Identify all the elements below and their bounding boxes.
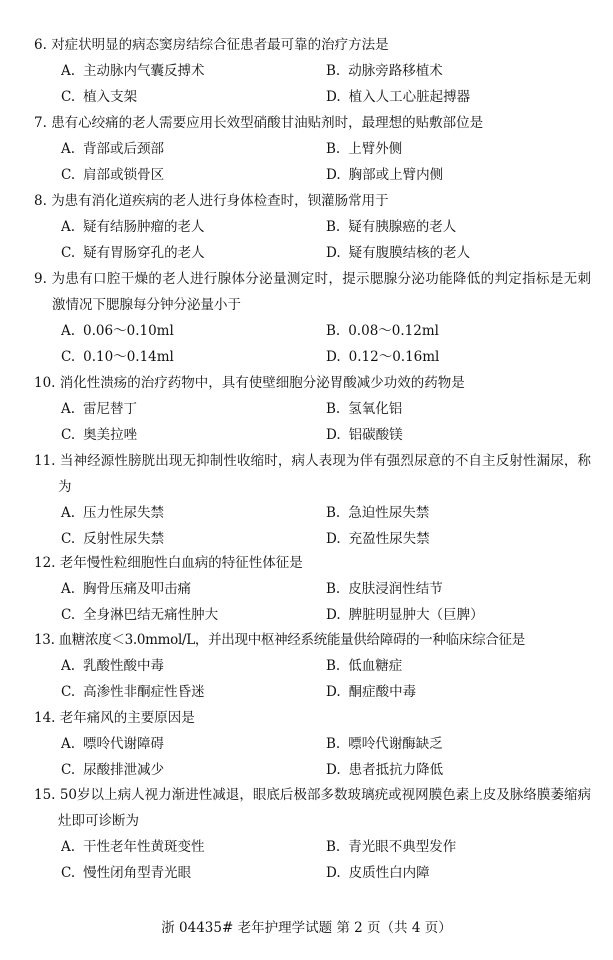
option-row: [0, 344, 613, 370]
question-13: [0, 627, 613, 705]
option-row: [0, 396, 613, 422]
option-c: C. 奥美拉唑: [61, 427, 138, 443]
question-number: 6.: [34, 37, 47, 53]
option-row: [0, 834, 613, 860]
option-row: [0, 679, 613, 705]
option-d: D. 胸部或上臂内侧: [326, 167, 444, 183]
question-text: 7. 患有心绞痛的老人需要应用长效型硝酸甘油贴剂时，最理想的贴敷部位是: [34, 115, 484, 131]
option-row: [0, 214, 613, 240]
option-row: [0, 576, 613, 602]
question-stem: [0, 266, 613, 318]
option-b: B. 急迫性尿失禁: [326, 505, 430, 521]
question-number: 10.: [34, 375, 56, 391]
question-7: [0, 110, 613, 188]
option-c: C. 全身淋巴结无痛性肿大: [61, 607, 219, 623]
question-stem: [0, 188, 613, 214]
question-11: [0, 448, 613, 552]
option-a: A. 压力性尿失禁: [61, 505, 165, 521]
option-row: [0, 860, 613, 886]
option-a: A. 0.06～0.10ml: [61, 323, 174, 339]
option-d: D. 皮质性白内障: [326, 865, 430, 881]
option-a: A. 乳酸性酸中毒: [61, 658, 165, 674]
option-d: D. 患者抵抗力降低: [326, 762, 444, 778]
option-d: D. 脾脏明显肿大（巨脾）: [326, 607, 484, 623]
option-b: B. 动脉旁路移植术: [326, 63, 443, 79]
option-b: B. 皮肤浸润性结节: [326, 581, 443, 597]
option-c: C. 高渗性非酮症性昏迷: [61, 684, 205, 700]
option-c: C. 慢性闭角型青光眼: [61, 865, 192, 881]
question-number: 12.: [34, 555, 56, 571]
question-stem: [0, 550, 613, 576]
question-8: [0, 188, 613, 266]
option-row: [0, 422, 613, 448]
option-a: A. 嘌呤代谢障碍: [61, 736, 165, 752]
option-row: [0, 58, 613, 84]
option-a: A. 干性老年性黄斑变性: [61, 839, 205, 855]
option-row: [0, 136, 613, 162]
question-14: [0, 705, 613, 783]
question-number: 9.: [34, 271, 47, 287]
option-row: [0, 526, 613, 552]
question-number: 15.: [34, 787, 56, 803]
option-b: B. 嘌呤代谢酶缺乏: [326, 736, 443, 752]
question-stem: [0, 370, 613, 396]
question-number: 14.: [34, 710, 56, 726]
option-row: [0, 162, 613, 188]
question-stem: [0, 627, 613, 653]
question-number: 11.: [34, 453, 56, 469]
question-text: 8. 为患有消化道疾病的老人进行身体检查时，钡灌肠常用于: [34, 193, 389, 209]
option-a: A. 胸骨压痛及叩击痛: [61, 581, 192, 597]
question-stem: [0, 110, 613, 136]
option-row: [0, 602, 613, 628]
question-text: 10. 消化性溃疡的治疗药物中，具有使壁细胞分泌胃酸减少功效的药物是: [34, 375, 465, 391]
option-b: B. 青光眼不典型发作: [326, 839, 457, 855]
option-c: C. 尿酸排泄减少: [61, 762, 165, 778]
question-text: 11. 当神经源性膀胱出现无抑制性收缩时，病人表现为伴有强烈尿意的不自主反射性漏尿，称为: [34, 453, 592, 495]
option-row: [0, 731, 613, 757]
question-9: [0, 266, 613, 370]
option-row: [0, 500, 613, 526]
option-b: B. 上臂外侧: [326, 141, 403, 157]
page-footer: 浙 04435# 老年护理学试题 第 2 页（共 4 页）: [161, 920, 452, 936]
option-d: D. 酮症酸中毒: [326, 684, 417, 700]
question-text: 13. 血糖浓度＜3.0mmol/L，并出现中枢神经系统能量供给障碍的一种临床综合征是: [34, 632, 525, 648]
question-12: [0, 550, 613, 628]
option-row: [0, 757, 613, 783]
option-row: [0, 84, 613, 110]
question-15: [0, 782, 613, 886]
option-c: C. 反射性尿失禁: [61, 531, 165, 547]
question-stem: [0, 782, 613, 834]
question-number: 8.: [34, 193, 47, 209]
option-row: [0, 318, 613, 344]
option-b: B. 0.08～0.12ml: [326, 323, 439, 339]
option-a: A. 疑有结肠肿瘤的老人: [61, 219, 205, 235]
option-row: [0, 240, 613, 266]
option-a: A. 雷尼替丁: [61, 401, 138, 417]
question-text: 12. 老年慢性粒细胞性白血病的特征性体征是: [34, 555, 303, 571]
option-d: D. 0.12～0.16ml: [326, 349, 440, 365]
question-stem: [0, 32, 613, 58]
option-a: A. 主动脉内气囊反搏术: [61, 63, 205, 79]
option-b: B. 疑有胰腺癌的老人: [326, 219, 457, 235]
question-stem: [0, 448, 613, 500]
option-d: D. 植入人工心脏起搏器: [326, 89, 471, 105]
question-text: 14. 老年痛风的主要原因是: [34, 710, 195, 726]
option-a: A. 背部或后颈部: [61, 141, 165, 157]
option-d: D. 疑有腹膜结核的老人: [326, 245, 471, 261]
question-number: 7.: [34, 115, 47, 131]
question-10: [0, 370, 613, 448]
option-c: C. 植入支架: [61, 89, 138, 105]
option-c: C. 0.10～0.14ml: [61, 349, 174, 365]
question-text: 9. 为患有口腔干燥的老人进行腺体分泌量测定时，提示腮腺分泌功能降低的判定指标是无刺激情况下腮腺每分钟分泌量小于: [34, 271, 592, 313]
question-text: 6. 对症状明显的病态窦房结综合征患者最可靠的治疗方法是: [34, 37, 389, 53]
option-b: B. 低血糖症: [326, 658, 403, 674]
option-c: C. 疑有胃肠穿孔的老人: [61, 245, 205, 261]
option-row: [0, 653, 613, 679]
option-b: B. 氢氧化铝: [326, 401, 403, 417]
option-d: D. 充盈性尿失禁: [326, 531, 430, 547]
question-number: 13.: [34, 632, 55, 648]
question-6: [0, 32, 613, 110]
option-c: C. 肩部或锁骨区: [61, 167, 165, 183]
question-text: 15. 50岁以上病人视力渐进性减退，眼底后极部多数玻璃疣或视网膜色素上皮及脉络膜萎缩病灶即可诊断为: [34, 787, 591, 829]
option-d: D. 铝碳酸镁: [326, 427, 403, 443]
question-stem: [0, 705, 613, 731]
